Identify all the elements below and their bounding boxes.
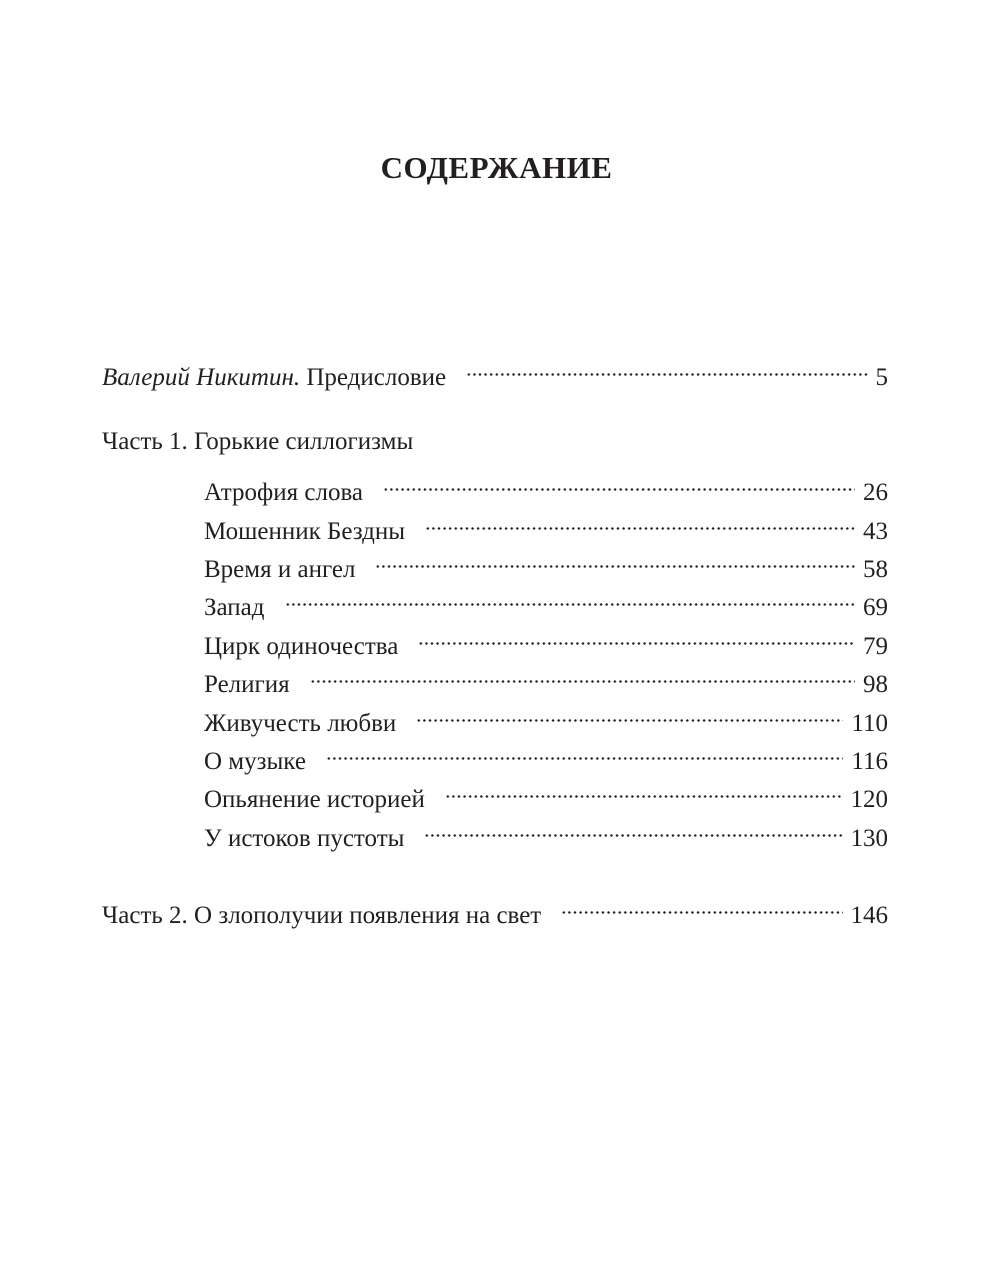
toc-entry-page: 116 — [851, 747, 888, 775]
toc-entry-title: Живучесть любви — [204, 709, 397, 737]
toc-entry-page: 120 — [850, 786, 888, 814]
toc-entry-page: 58 — [863, 555, 888, 583]
dot-leader — [383, 462, 855, 500]
dot-leader — [375, 539, 855, 577]
toc-entry-title: Атрофия слова — [204, 479, 364, 507]
toc-entry-title: Мошенник Бездны — [204, 517, 406, 545]
toc-entry-author: Валерий Никитин. — [102, 364, 301, 392]
toc-entry-page: 5 — [875, 364, 888, 392]
table-of-contents — [102, 347, 888, 930]
toc-entry-page: 43 — [863, 517, 888, 545]
toc-entry-label — [102, 359, 446, 397]
dot-leader — [425, 500, 855, 538]
dot-leader — [326, 731, 844, 769]
toc-part-heading-1[interactable] — [102, 423, 888, 461]
dot-leader — [445, 769, 843, 807]
toc-entry-page: 26 — [863, 479, 888, 507]
toc-entry-title: Предисловие — [306, 364, 447, 392]
dot-leader — [416, 692, 843, 730]
toc-entry-page: 98 — [863, 671, 888, 699]
toc-entry-title: Время и ангел — [204, 555, 356, 583]
toc-entry-page: 79 — [863, 632, 888, 660]
dot-leader — [424, 807, 842, 845]
toc-part-label: Часть 2. О злополучии появления на свет — [102, 902, 542, 930]
toc-entry-title: Запад — [204, 594, 265, 622]
dot-leader — [418, 615, 855, 653]
dot-leader — [285, 577, 856, 615]
toc-entry-title: О музыке — [204, 747, 306, 775]
toc-entry-title: Опьянение историей — [204, 786, 425, 814]
toc-entry-preface[interactable] — [102, 347, 888, 392]
dot-leader — [466, 347, 867, 385]
toc-entry[interactable] — [102, 462, 888, 507]
toc-entry-page: 69 — [863, 594, 888, 622]
toc-part-heading-2[interactable] — [102, 885, 888, 930]
toc-entry-page: 110 — [851, 709, 888, 737]
dot-leader — [310, 654, 855, 692]
dot-leader — [561, 885, 842, 923]
toc-entry-title: У истоков пустоты — [204, 824, 405, 852]
toc-entry-page: 130 — [850, 824, 888, 852]
toc-part-label: Часть 1. Горькие силлогизмы — [102, 428, 414, 456]
toc-entry-page: 146 — [850, 902, 888, 930]
page-title: СОДЕРЖАНИЕ — [380, 150, 613, 185]
toc-entry-title: Религия — [204, 671, 290, 699]
toc-entry-title: Цирк одиночества — [204, 632, 399, 660]
